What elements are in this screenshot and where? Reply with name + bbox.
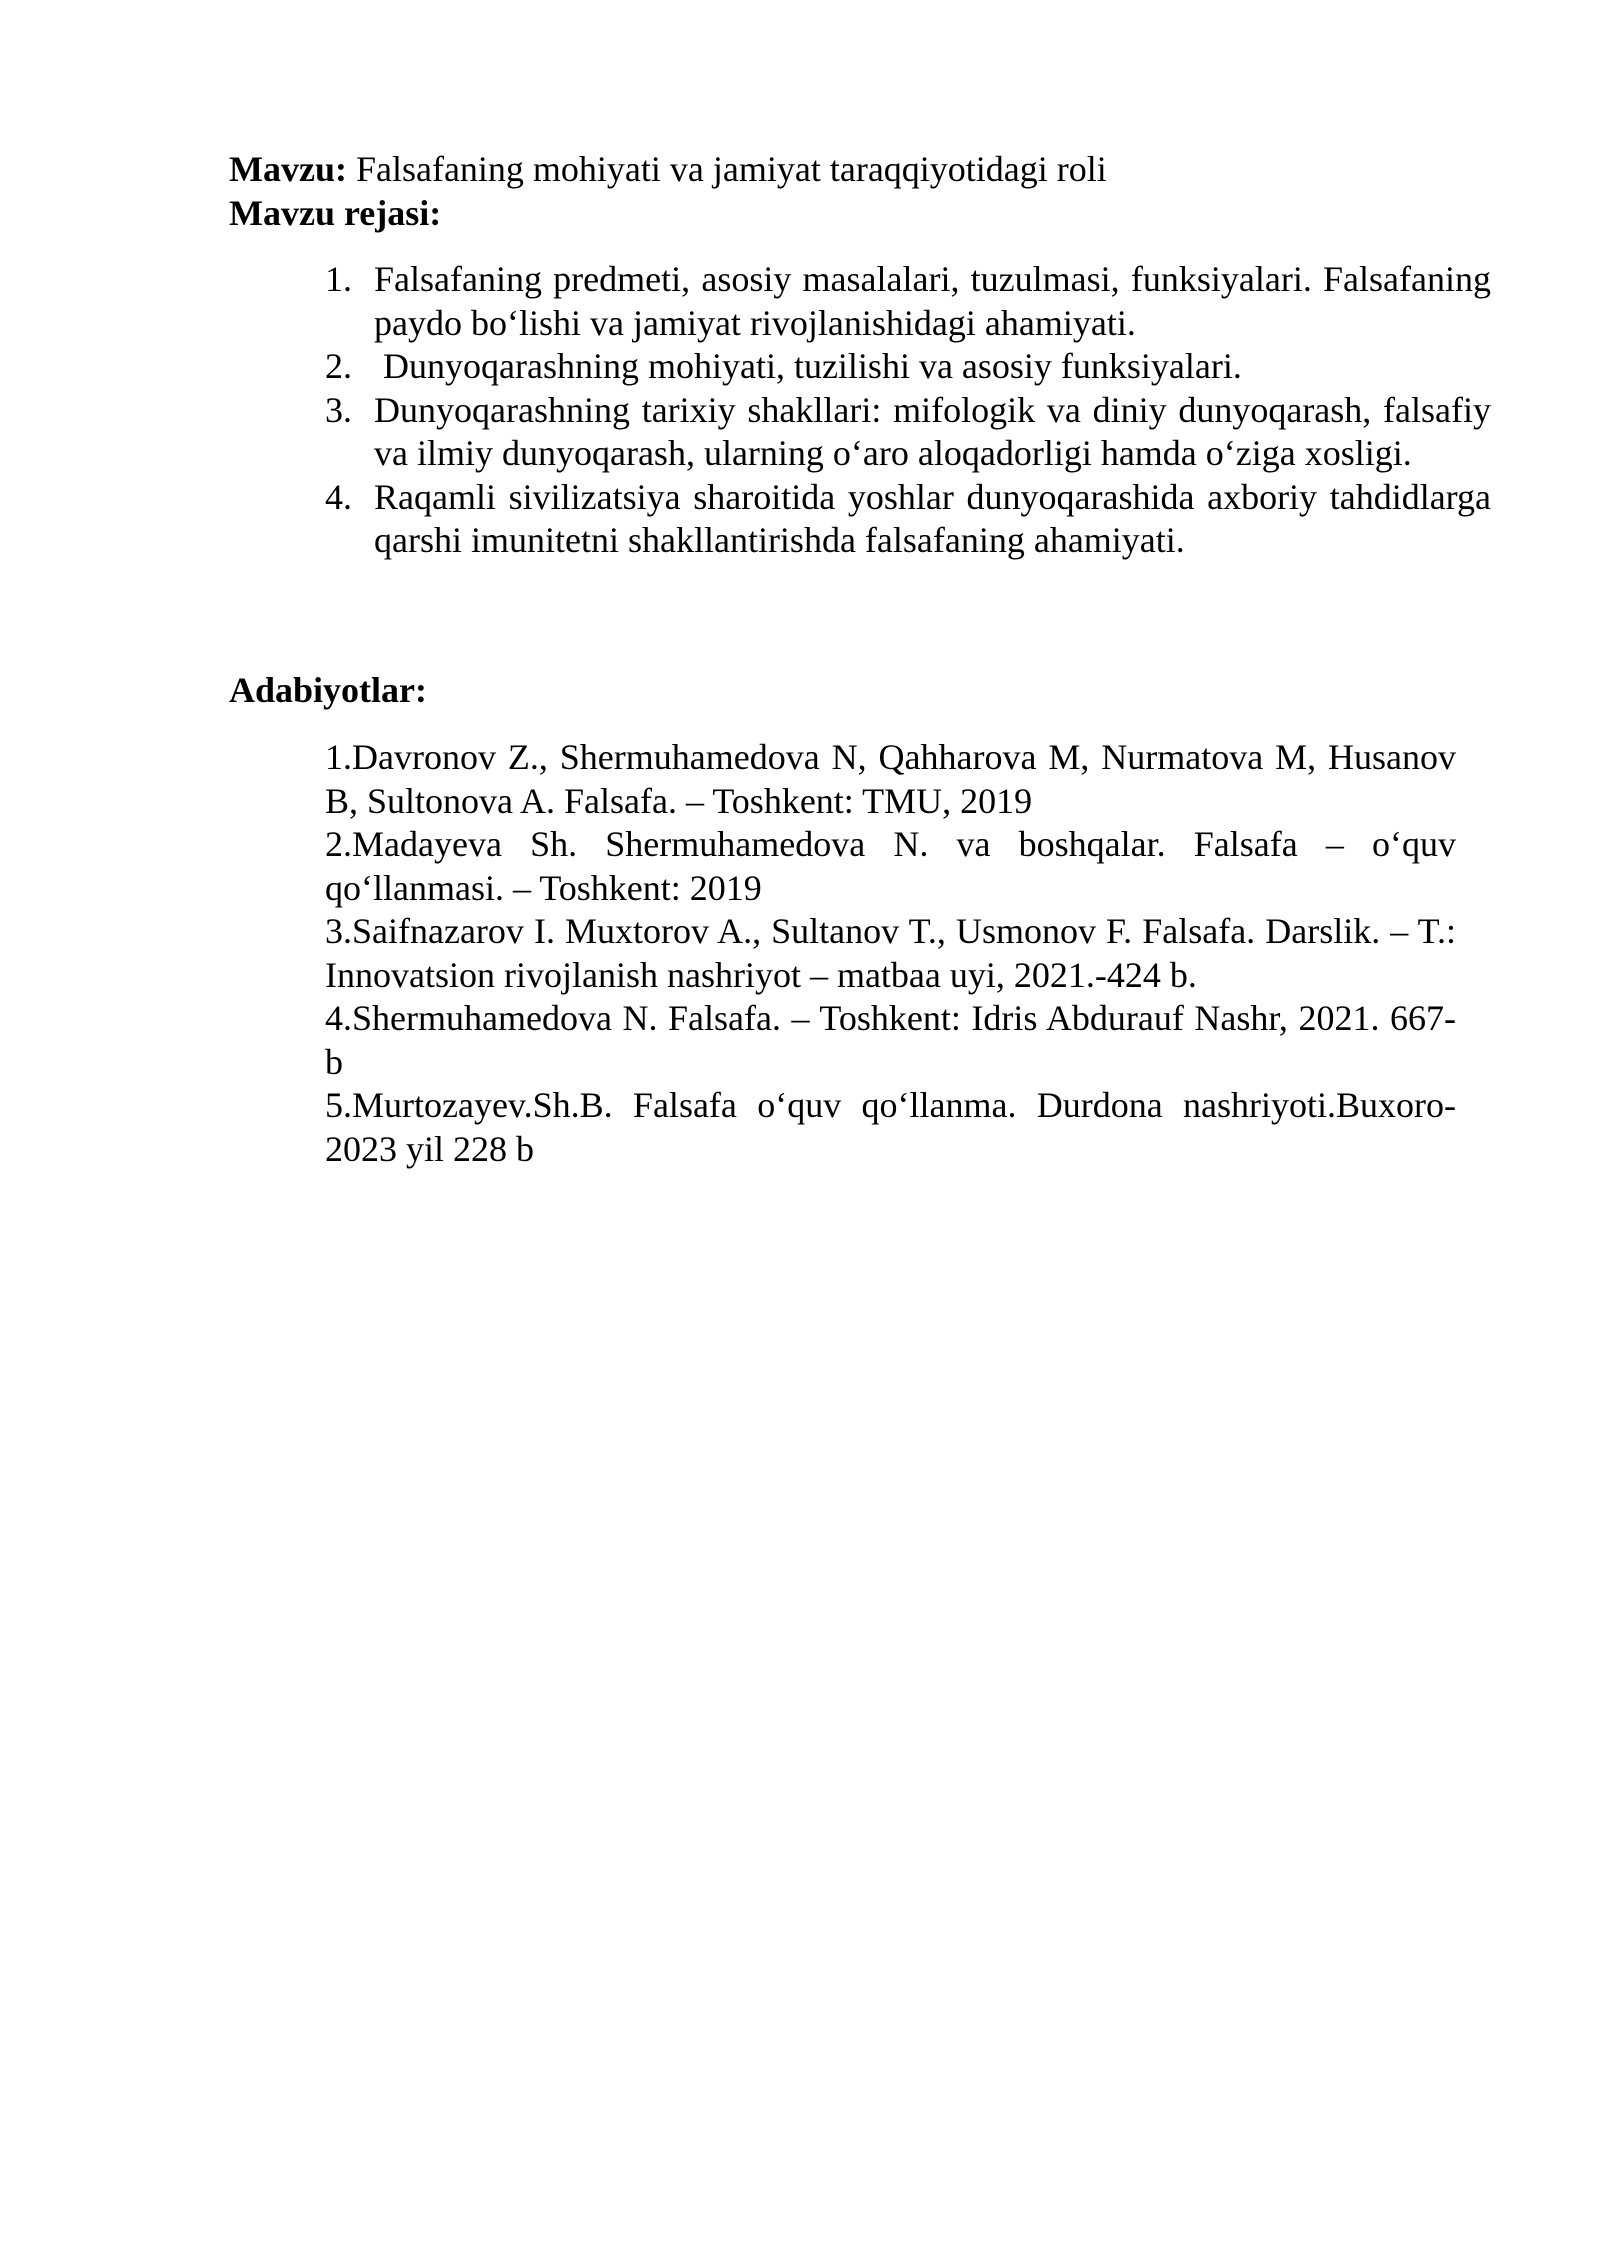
plan-item-number: 3. [325,389,352,430]
literature-heading: Adabiyotlar: [229,670,427,710]
plan-item-number: 4. [325,476,352,517]
literature-item: 3.Saifnazarov I. Muxtorov A., Sultanov T., Usmonov F. Falsafa. Darslik. – T.: Innovatsion rivojlanish nashriyot – matbaa uyi, 2021.-424 b. [325,911,1456,995]
plan-item-text: Dunyoqarashning mohiyati, tuzilishi va asosiy funksiyalari. [374,346,1242,386]
literature-item: 4.Shermuhamedova N. Falsafa. – Toshkent: Idris Abdurauf Nashr, 2021. 667-b [325,998,1456,1082]
plan-list [325,258,1491,563]
literature-item: 2.Madayeva Sh. Shermuhamedova N. va boshqalar. Falsafa – o‘quv qo‘llanmasi. – Toshkent: 2019 [325,824,1456,908]
plan-item [325,476,1491,563]
topic-title: Falsafaning mohiyati va jamiyat taraqqiyotidagi roli [355,149,1107,189]
literature-list [325,736,1456,1171]
plan-item-text: Dunyoqarashning tarixiy shakllari: mifologik va diniy dunyoqarash, falsafiy va ilmiy dunyoqarash, ularning o‘aro aloqadorligi hamda o‘ziga xosligi. [374,389,1491,473]
plan-item-text: Falsafaning predmeti, asosiy masalalari, tuzulmasi, funksiyalari. Falsafaning paydo bo‘lishi va jamiyat rivojlanishidagi ahamiyati. [374,259,1491,343]
plan-item [325,389,1491,476]
plan-heading: Mavzu rejasi: [229,193,442,233]
plan-item-number: 1. [325,259,352,299]
plan-item-text: Raqamli sivilizatsiya sharoitida yoshlar dunyoqarashida axboriy tahdidlarga qarshi imunitetni shakllantirishda falsafaning ahamiyati. [374,476,1491,560]
topic-label: Mavzu: [229,149,347,189]
plan-item [325,345,1491,389]
literature-item: 5.Murtozayev.Sh.B. Falsafa o‘quv qo‘llanma. Durdona nashriyoti.Buxoro-2023 yil 228 b [325,1085,1456,1169]
literature-item: 1.Davronov Z., Shermuhamedova N, Qahharova M, Nurmatova M, Husanov B, Sultonova A. Falsafa. – Toshkent: TMU, 2019 [325,737,1456,821]
topic-line [229,148,1107,190]
plan-item [325,258,1491,345]
plan-item-number: 2. [325,346,352,386]
